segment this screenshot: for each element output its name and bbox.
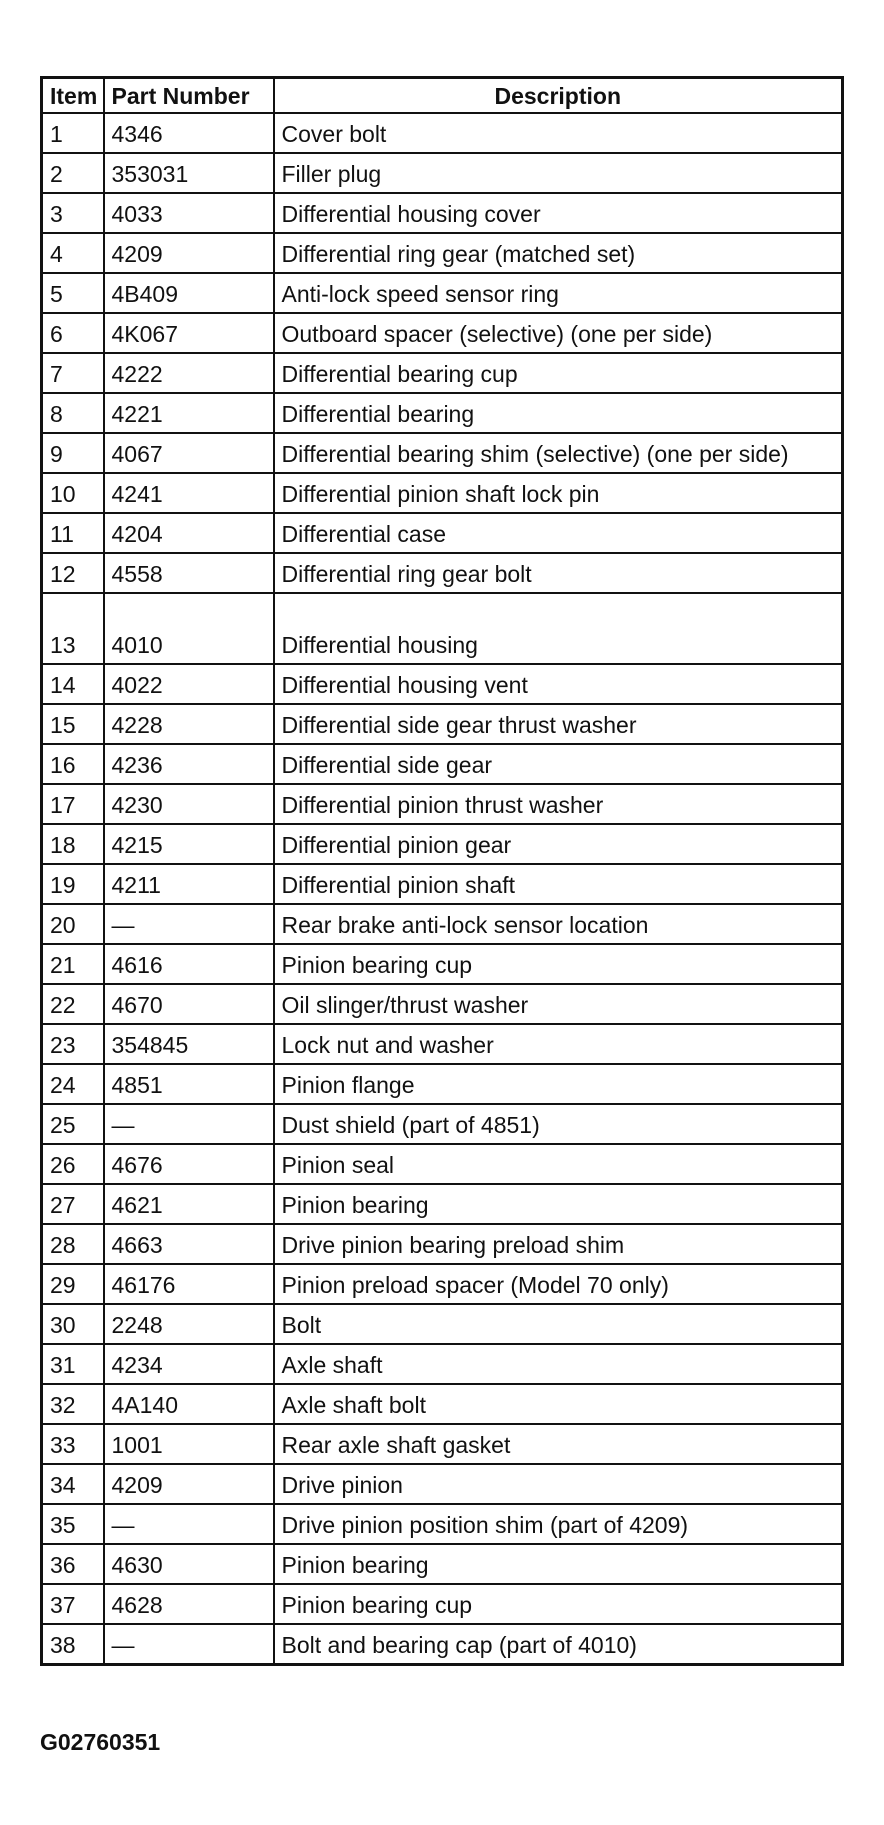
description-cell: Pinion preload spacer (Model 70 only) xyxy=(274,1264,843,1304)
table-row xyxy=(42,864,843,904)
part-number-cell: 4A140 xyxy=(104,1384,274,1424)
item-cell: 22 xyxy=(42,984,104,1024)
table-row xyxy=(42,1304,843,1344)
part-number-cell: 4616 xyxy=(104,944,274,984)
part-number-cell: 4676 xyxy=(104,1144,274,1184)
description-cell: Filler plug xyxy=(274,153,843,193)
table-row xyxy=(42,744,843,784)
part-number-cell: 4209 xyxy=(104,233,274,273)
part-number-cell: — xyxy=(104,1624,274,1665)
table-body xyxy=(42,113,843,1665)
description-cell: Pinion bearing cup xyxy=(274,1584,843,1624)
item-cell: 5 xyxy=(42,273,104,313)
part-number-cell: 4209 xyxy=(104,1464,274,1504)
description-cell: Rear brake anti-lock sensor location xyxy=(274,904,843,944)
part-number-cell: 4241 xyxy=(104,473,274,513)
item-cell: 30 xyxy=(42,1304,104,1344)
item-cell: 17 xyxy=(42,784,104,824)
column-header-item: Item xyxy=(42,78,104,114)
header-row xyxy=(42,78,843,114)
figure-id: G02760351 xyxy=(40,1729,161,1755)
description-cell: Oil slinger/thrust washer xyxy=(274,984,843,1024)
description-cell: Differential bearing xyxy=(274,393,843,433)
item-cell: 29 xyxy=(42,1264,104,1304)
item-cell: 7 xyxy=(42,353,104,393)
item-cell: 18 xyxy=(42,824,104,864)
description-cell: Pinion bearing xyxy=(274,1544,843,1584)
item-cell: 32 xyxy=(42,1384,104,1424)
table-row xyxy=(42,233,843,273)
description-cell: Differential side gear xyxy=(274,744,843,784)
description-cell: Differential pinion gear xyxy=(274,824,843,864)
description-cell: Bolt and bearing cap (part of 4010) xyxy=(274,1624,843,1665)
item-cell: 27 xyxy=(42,1184,104,1224)
table-row xyxy=(42,273,843,313)
table-row xyxy=(42,824,843,864)
item-cell: 3 xyxy=(42,193,104,233)
part-number-cell: 4215 xyxy=(104,824,274,864)
description-cell: Differential bearing cup xyxy=(274,353,843,393)
item-cell: 16 xyxy=(42,744,104,784)
table-row xyxy=(42,1184,843,1224)
item-cell: 4 xyxy=(42,233,104,273)
table-row xyxy=(42,553,843,593)
item-cell: 33 xyxy=(42,1424,104,1464)
description-cell: Bolt xyxy=(274,1304,843,1344)
description-cell: Pinion seal xyxy=(274,1144,843,1184)
table-row xyxy=(42,704,843,744)
part-number-cell: 4222 xyxy=(104,353,274,393)
part-number-cell: 4204 xyxy=(104,513,274,553)
item-cell: 28 xyxy=(42,1224,104,1264)
table-row xyxy=(42,984,843,1024)
item-cell: 37 xyxy=(42,1584,104,1624)
part-number-cell: 4670 xyxy=(104,984,274,1024)
description-cell: Drive pinion xyxy=(274,1464,843,1504)
table-row xyxy=(42,784,843,824)
part-number-cell: 4851 xyxy=(104,1064,274,1104)
part-number-cell: 1001 xyxy=(104,1424,274,1464)
part-number-cell: 4211 xyxy=(104,864,274,904)
description-cell: Differential pinion thrust washer xyxy=(274,784,843,824)
part-number-cell: 4234 xyxy=(104,1344,274,1384)
part-number-cell: 4K067 xyxy=(104,313,274,353)
table-row xyxy=(42,904,843,944)
part-number-cell: 2248 xyxy=(104,1304,274,1344)
table-row xyxy=(42,1344,843,1384)
part-number-cell: 4628 xyxy=(104,1584,274,1624)
part-number-cell: 4221 xyxy=(104,393,274,433)
description-cell: Axle shaft xyxy=(274,1344,843,1384)
table-row xyxy=(42,353,843,393)
table-row xyxy=(42,1384,843,1424)
item-cell: 26 xyxy=(42,1144,104,1184)
table-row xyxy=(42,513,843,553)
item-cell: 2 xyxy=(42,153,104,193)
description-cell: Differential ring gear bolt xyxy=(274,553,843,593)
description-cell: Lock nut and washer xyxy=(274,1024,843,1064)
description-cell: Differential housing xyxy=(274,593,843,664)
description-cell: Pinion bearing cup xyxy=(274,944,843,984)
table-row xyxy=(42,1064,843,1104)
item-cell: 23 xyxy=(42,1024,104,1064)
part-number-cell: 4630 xyxy=(104,1544,274,1584)
part-number-cell: — xyxy=(104,1504,274,1544)
item-cell: 15 xyxy=(42,704,104,744)
description-cell: Pinion flange xyxy=(274,1064,843,1104)
part-number-cell: 4B409 xyxy=(104,273,274,313)
table-row xyxy=(42,593,843,664)
description-cell: Pinion bearing xyxy=(274,1184,843,1224)
description-cell: Dust shield (part of 4851) xyxy=(274,1104,843,1144)
table-row xyxy=(42,113,843,153)
part-number-cell: 353031 xyxy=(104,153,274,193)
item-cell: 34 xyxy=(42,1464,104,1504)
table-row xyxy=(42,193,843,233)
item-cell: 1 xyxy=(42,113,104,153)
table-row xyxy=(42,1584,843,1624)
item-cell: 6 xyxy=(42,313,104,353)
table-row xyxy=(42,393,843,433)
table-row xyxy=(42,433,843,473)
table-row xyxy=(42,473,843,513)
item-cell: 36 xyxy=(42,1544,104,1584)
item-cell: 14 xyxy=(42,664,104,704)
description-cell: Axle shaft bolt xyxy=(274,1384,843,1424)
item-cell: 25 xyxy=(42,1104,104,1144)
part-number-cell: 4010 xyxy=(104,593,274,664)
part-number-cell: 4663 xyxy=(104,1224,274,1264)
part-number-cell: 4067 xyxy=(104,433,274,473)
description-cell: Differential housing cover xyxy=(274,193,843,233)
description-cell: Rear axle shaft gasket xyxy=(274,1424,843,1464)
description-cell: Differential bearing shim (selective) (one per side) xyxy=(274,433,843,473)
part-number-cell: 4022 xyxy=(104,664,274,704)
description-cell: Cover bolt xyxy=(274,113,843,153)
description-cell: Differential case xyxy=(274,513,843,553)
table-row xyxy=(42,1624,843,1665)
table-row xyxy=(42,1144,843,1184)
item-cell: 35 xyxy=(42,1504,104,1544)
part-number-cell: 4346 xyxy=(104,113,274,153)
parts-table xyxy=(40,76,844,1666)
table-row xyxy=(42,1544,843,1584)
table-row xyxy=(42,1024,843,1064)
item-cell: 10 xyxy=(42,473,104,513)
description-cell: Differential ring gear (matched set) xyxy=(274,233,843,273)
part-number-cell: — xyxy=(104,1104,274,1144)
part-number-cell: 4236 xyxy=(104,744,274,784)
item-cell: 38 xyxy=(42,1624,104,1665)
table-row xyxy=(42,944,843,984)
table-row xyxy=(42,1504,843,1544)
description-cell: Differential side gear thrust washer xyxy=(274,704,843,744)
item-cell: 24 xyxy=(42,1064,104,1104)
part-number-cell: 4230 xyxy=(104,784,274,824)
column-header-description: Description xyxy=(274,78,843,114)
item-cell: 19 xyxy=(42,864,104,904)
table-row xyxy=(42,1264,843,1304)
item-cell: 21 xyxy=(42,944,104,984)
item-cell: 13 xyxy=(42,593,104,664)
item-cell: 8 xyxy=(42,393,104,433)
part-number-cell: — xyxy=(104,904,274,944)
item-cell: 31 xyxy=(42,1344,104,1384)
part-number-cell: 4558 xyxy=(104,553,274,593)
table-row xyxy=(42,313,843,353)
description-cell: Outboard spacer (selective) (one per side) xyxy=(274,313,843,353)
table-row xyxy=(42,153,843,193)
item-cell: 9 xyxy=(42,433,104,473)
part-number-cell: 4621 xyxy=(104,1184,274,1224)
description-cell: Drive pinion bearing preload shim xyxy=(274,1224,843,1264)
table-row xyxy=(42,1424,843,1464)
description-cell: Drive pinion position shim (part of 4209) xyxy=(274,1504,843,1544)
table-row xyxy=(42,1464,843,1504)
description-cell: Differential housing vent xyxy=(274,664,843,704)
part-number-cell: 354845 xyxy=(104,1024,274,1064)
description-cell: Differential pinion shaft xyxy=(274,864,843,904)
part-number-cell: 4033 xyxy=(104,193,274,233)
column-header-part-number: Part Number xyxy=(104,78,274,114)
table-row xyxy=(42,664,843,704)
table-row xyxy=(42,1224,843,1264)
item-cell: 12 xyxy=(42,553,104,593)
item-cell: 20 xyxy=(42,904,104,944)
description-cell: Anti-lock speed sensor ring xyxy=(274,273,843,313)
part-number-cell: 4228 xyxy=(104,704,274,744)
table-row xyxy=(42,1104,843,1144)
description-cell: Differential pinion shaft lock pin xyxy=(274,473,843,513)
part-number-cell: 46176 xyxy=(104,1264,274,1304)
item-cell: 11 xyxy=(42,513,104,553)
